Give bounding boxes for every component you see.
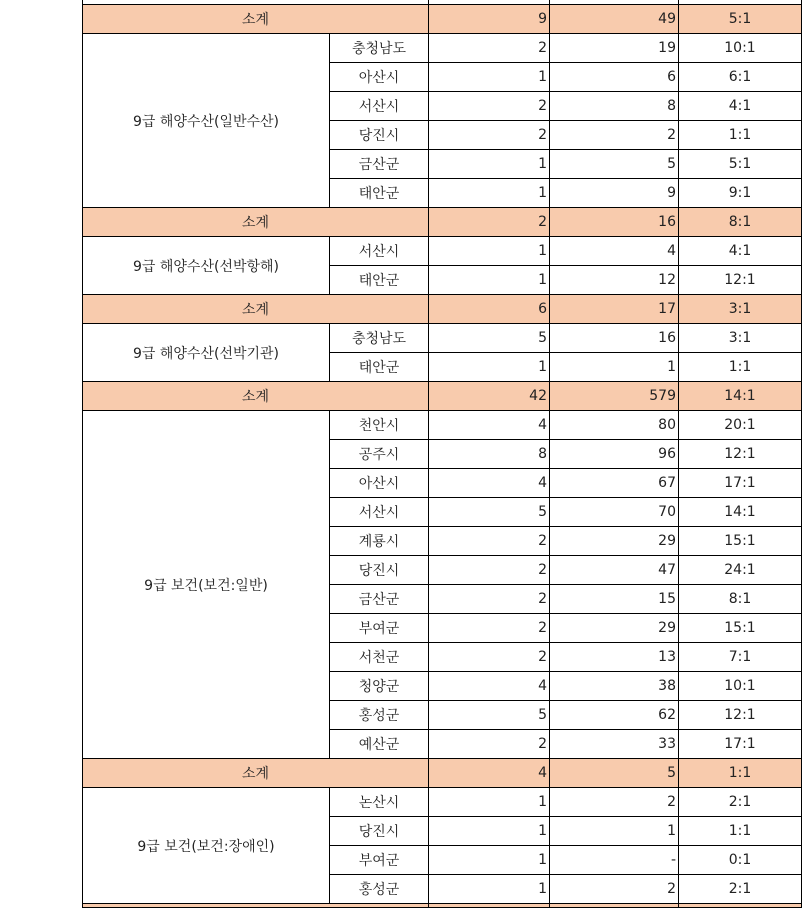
subtotal-applicants: 9: [429, 5, 550, 34]
recruits-cell: 4: [550, 237, 679, 266]
subtotal-ratio: 5:1: [679, 5, 802, 34]
applicants-cell: 5: [429, 324, 550, 353]
region-cell: 충청남도: [330, 34, 429, 63]
ratio-cell: 10:1: [679, 672, 802, 701]
next-subtotal-stub: [429, 904, 550, 908]
region-cell: 공주시: [330, 440, 429, 469]
category-cell: 9급 해양수산(선박항해): [82, 237, 330, 295]
subtotal-applicants: 6: [429, 295, 550, 324]
applicants-cell: 5: [429, 498, 550, 527]
region-cell: 계룡시: [330, 527, 429, 556]
ratio-cell: 9:1: [679, 179, 802, 208]
subtotal-applicants: 2: [429, 208, 550, 237]
applicants-cell: 4: [429, 411, 550, 440]
region-cell: 아산시: [330, 63, 429, 92]
region-cell: 서산시: [330, 237, 429, 266]
recruits-cell: 5: [550, 150, 679, 179]
applicants-cell: 8: [429, 440, 550, 469]
region-cell: 태안군: [330, 266, 429, 295]
region-cell: 천안시: [330, 411, 429, 440]
region-cell: 충청남도: [330, 324, 429, 353]
recruits-cell: 15: [550, 585, 679, 614]
ratio-cell: 7:1: [679, 643, 802, 672]
region-cell: 논산시: [330, 788, 429, 817]
applicants-cell: 1: [429, 266, 550, 295]
category-cell: 9급 보건(보건:일반): [82, 411, 330, 759]
subtotal-recruits: 16: [550, 208, 679, 237]
recruits-cell: 29: [550, 614, 679, 643]
ratio-cell: 8:1: [679, 585, 802, 614]
recruits-cell: 9: [550, 179, 679, 208]
ratio-cell: 4:1: [679, 92, 802, 121]
region-cell: 당진시: [330, 121, 429, 150]
ratio-cell: 17:1: [679, 469, 802, 498]
recruits-cell: 6: [550, 63, 679, 92]
recruits-cell: 12: [550, 266, 679, 295]
subtotal-ratio: 3:1: [679, 295, 802, 324]
subtotal-recruits: 579: [550, 382, 679, 411]
subtotal-applicants: 4: [429, 759, 550, 788]
applicants-cell: 4: [429, 672, 550, 701]
recruits-cell: 47: [550, 556, 679, 585]
applicants-cell: 1: [429, 788, 550, 817]
subtotal-ratio: 1:1: [679, 759, 802, 788]
ratio-cell: 12:1: [679, 701, 802, 730]
recruits-cell: 1: [550, 353, 679, 382]
recruits-cell: 2: [550, 875, 679, 904]
recruits-cell: 96: [550, 440, 679, 469]
subtotal-recruits: 49: [550, 5, 679, 34]
ratio-cell: 17:1: [679, 730, 802, 759]
recruits-cell: 2: [550, 121, 679, 150]
recruits-cell: -: [550, 846, 679, 875]
subtotal-label: 소계: [82, 295, 429, 324]
subtotal-recruits: 5: [550, 759, 679, 788]
next-subtotal-stub: [82, 904, 429, 908]
subtotal-label: 소계: [82, 208, 429, 237]
region-cell: 서산시: [330, 92, 429, 121]
ratio-cell: 5:1: [679, 150, 802, 179]
subtotal-applicants: 42: [429, 382, 550, 411]
recruits-cell: 29: [550, 527, 679, 556]
applicants-cell: 2: [429, 643, 550, 672]
recruits-cell: 1: [550, 817, 679, 846]
region-cell: 당진시: [330, 817, 429, 846]
recruits-cell: 19: [550, 34, 679, 63]
region-cell: 당진시: [330, 556, 429, 585]
applicants-cell: 2: [429, 614, 550, 643]
ratio-cell: 15:1: [679, 527, 802, 556]
applicants-cell: 2: [429, 34, 550, 63]
category-cell: 9급 해양수산(일반수산): [82, 34, 330, 208]
applicants-cell: 1: [429, 875, 550, 904]
ratio-cell: 14:1: [679, 498, 802, 527]
region-cell: 태안군: [330, 179, 429, 208]
region-cell: 청양군: [330, 672, 429, 701]
subtotal-ratio: 14:1: [679, 382, 802, 411]
applicants-cell: 1: [429, 846, 550, 875]
applicants-cell: 1: [429, 150, 550, 179]
ratio-cell: 2:1: [679, 875, 802, 904]
applicants-cell: 1: [429, 179, 550, 208]
recruits-cell: 62: [550, 701, 679, 730]
applicants-cell: 2: [429, 585, 550, 614]
region-cell: 아산시: [330, 469, 429, 498]
applicants-cell: 2: [429, 556, 550, 585]
ratio-cell: 0:1: [679, 846, 802, 875]
category-cell: 9급 해양수산(선박기관): [82, 324, 330, 382]
applicants-cell: 5: [429, 701, 550, 730]
region-cell: 홍성군: [330, 875, 429, 904]
next-subtotal-stub: [550, 904, 679, 908]
region-cell: 서산시: [330, 498, 429, 527]
applicants-cell: 1: [429, 353, 550, 382]
applicants-cell: 1: [429, 817, 550, 846]
ratio-cell: 20:1: [679, 411, 802, 440]
applicants-cell: 2: [429, 527, 550, 556]
ratio-cell: 1:1: [679, 817, 802, 846]
ratio-cell: 12:1: [679, 266, 802, 295]
category-cell: 9급 보건(보건:장애인): [82, 788, 330, 904]
subtotal-label: 소계: [82, 5, 429, 34]
ratio-cell: 6:1: [679, 63, 802, 92]
applicants-cell: 2: [429, 92, 550, 121]
ratio-cell: 4:1: [679, 237, 802, 266]
ratio-cell: 2:1: [679, 788, 802, 817]
region-cell: 금산군: [330, 585, 429, 614]
recruits-cell: 67: [550, 469, 679, 498]
region-cell: 서천군: [330, 643, 429, 672]
applicants-cell: 2: [429, 730, 550, 759]
subtotal-label: 소계: [82, 382, 429, 411]
recruits-cell: 8: [550, 92, 679, 121]
ratio-cell: 12:1: [679, 440, 802, 469]
subtotal-label: 소계: [82, 759, 429, 788]
ratio-cell: 24:1: [679, 556, 802, 585]
subtotal-ratio: 8:1: [679, 208, 802, 237]
subtotal-recruits: 17: [550, 295, 679, 324]
ratio-cell: 1:1: [679, 121, 802, 150]
region-cell: 부여군: [330, 846, 429, 875]
region-cell: 부여군: [330, 614, 429, 643]
region-cell: 금산군: [330, 150, 429, 179]
recruits-cell: 80: [550, 411, 679, 440]
region-cell: 예산군: [330, 730, 429, 759]
applicants-cell: 4: [429, 469, 550, 498]
ratio-cell: 1:1: [679, 353, 802, 382]
ratio-cell: 10:1: [679, 34, 802, 63]
recruits-cell: 16: [550, 324, 679, 353]
recruits-cell: 13: [550, 643, 679, 672]
recruits-cell: 2: [550, 788, 679, 817]
ratio-cell: 3:1: [679, 324, 802, 353]
applicants-cell: 2: [429, 121, 550, 150]
next-subtotal-stub: [679, 904, 802, 908]
region-cell: 태안군: [330, 353, 429, 382]
recruits-cell: 38: [550, 672, 679, 701]
recruits-cell: 70: [550, 498, 679, 527]
ratio-cell: 15:1: [679, 614, 802, 643]
applicants-cell: 1: [429, 63, 550, 92]
region-cell: 홍성군: [330, 701, 429, 730]
recruits-cell: 33: [550, 730, 679, 759]
applicants-cell: 1: [429, 237, 550, 266]
